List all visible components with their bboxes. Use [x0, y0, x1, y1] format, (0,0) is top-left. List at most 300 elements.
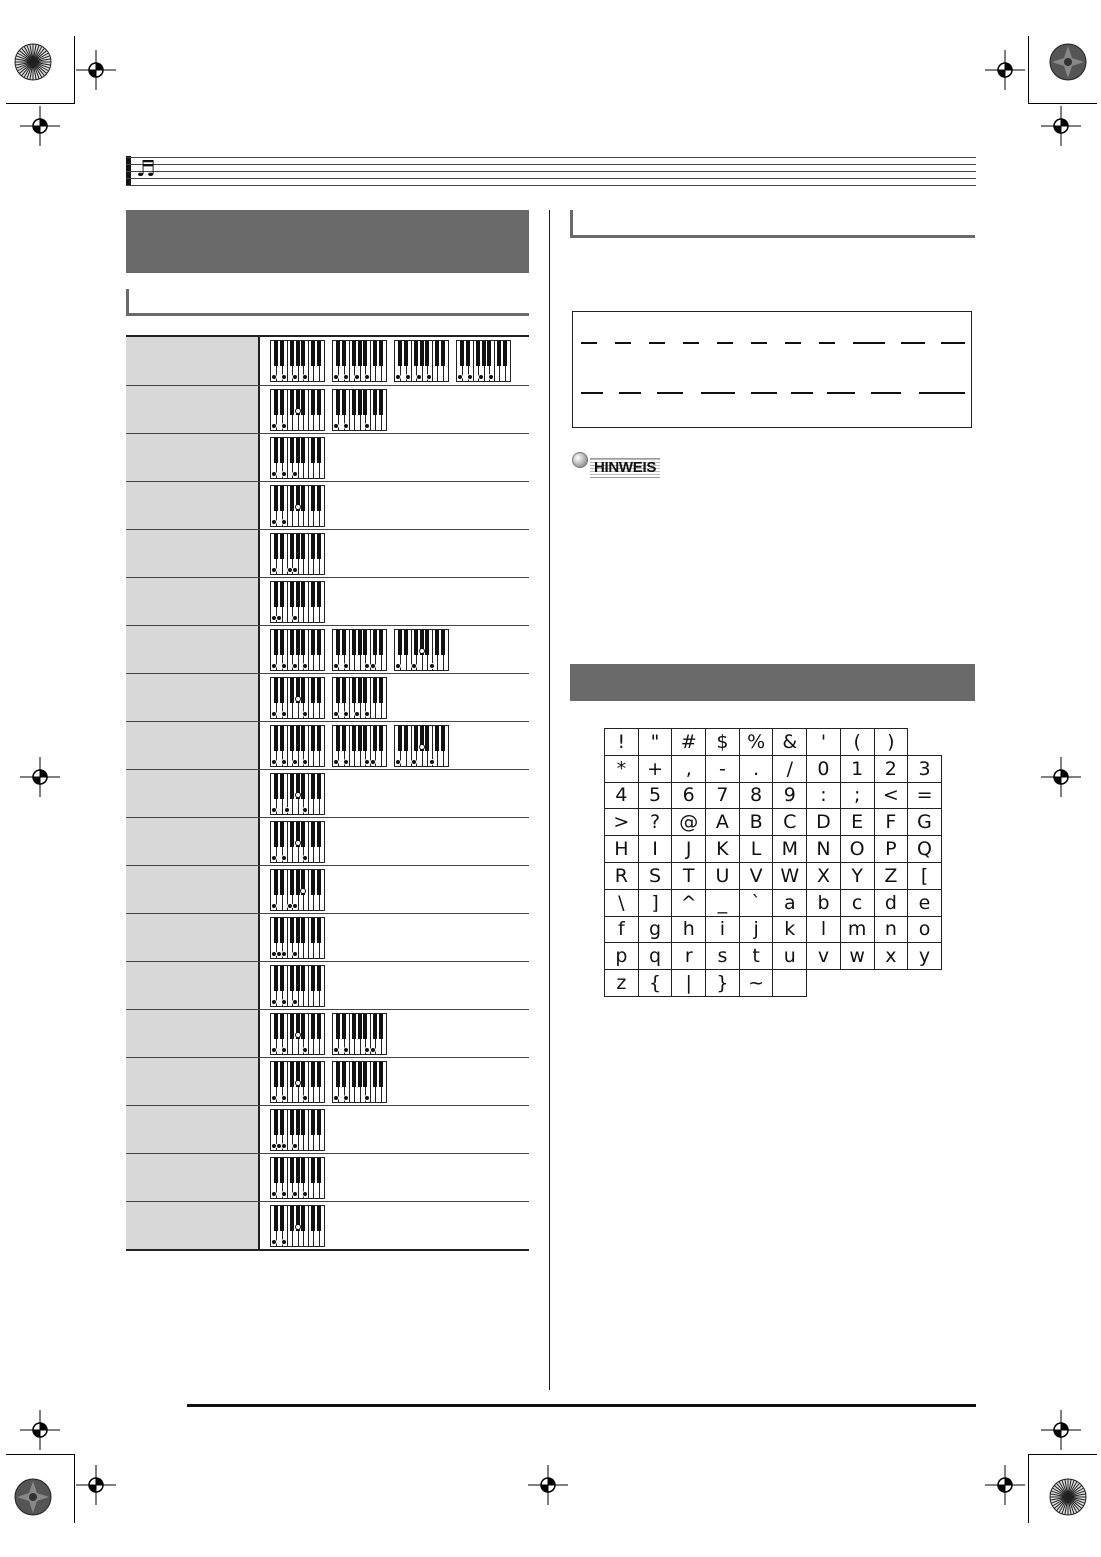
crop-line [1028, 103, 1097, 104]
black-key [301, 341, 305, 366]
character-cell: ^ [672, 889, 706, 916]
crop-line [74, 36, 75, 103]
right-section-banner [570, 664, 975, 701]
black-key [336, 1014, 340, 1039]
white-key-divider [308, 678, 309, 718]
black-key [317, 630, 321, 655]
character-cell: T [672, 862, 706, 889]
black-key [352, 630, 356, 655]
white-key-divider [287, 678, 288, 718]
black-key [301, 486, 305, 511]
black-key [363, 390, 367, 415]
black-key [311, 390, 315, 415]
black-key [290, 678, 294, 703]
chord-name-cell [126, 386, 260, 433]
black-key [290, 1110, 294, 1135]
white-key-divider [287, 1110, 288, 1150]
character-cell: U [706, 862, 740, 889]
black-key [414, 726, 418, 751]
black-key [317, 774, 321, 799]
black-key [342, 390, 346, 415]
pressed-key-dot [343, 663, 349, 669]
white-key-divider [287, 630, 288, 670]
black-key [301, 1062, 305, 1087]
black-key [482, 341, 486, 366]
name-character-slot [649, 342, 665, 344]
white-key-divider [287, 1158, 288, 1198]
character-cell: v [807, 943, 841, 970]
black-key [296, 582, 300, 607]
pressed-key-dot [295, 504, 301, 510]
white-key-divider [349, 341, 350, 381]
name-character-slot [657, 392, 683, 394]
white-key-divider [308, 918, 309, 958]
character-cell: q [638, 943, 672, 970]
chord-name-cell [126, 962, 260, 1009]
pressed-key-dot [333, 423, 339, 429]
staff-line [126, 178, 976, 179]
black-key [296, 438, 300, 463]
black-key [311, 1158, 315, 1183]
pressed-key-dot [395, 759, 401, 765]
black-key [274, 1206, 278, 1231]
black-key [280, 582, 284, 607]
black-key [311, 534, 315, 559]
white-key-divider [370, 678, 371, 718]
registration-starburst [1046, 1475, 1090, 1519]
black-key [425, 630, 429, 655]
chord-keys-cell [260, 434, 529, 481]
character-row [605, 729, 942, 756]
character-cell: 3 [908, 755, 942, 782]
character-cell: 5 [638, 782, 672, 809]
chord-keys-cell [260, 722, 529, 769]
character-cell: 1 [840, 755, 874, 782]
character-cell [773, 970, 807, 997]
chord-name-cell [126, 722, 260, 769]
character-row [605, 889, 942, 916]
black-key [435, 630, 439, 655]
black-key [301, 630, 305, 655]
character-table [604, 728, 942, 997]
character-cell: , [672, 755, 706, 782]
keyboard-diagram [270, 485, 325, 527]
black-key [311, 1206, 315, 1231]
black-key [420, 341, 424, 366]
black-key [441, 630, 445, 655]
pressed-key-dot [271, 663, 277, 669]
right-subheading-bar [570, 210, 975, 238]
black-key [379, 678, 383, 703]
keyboard-diagram [270, 629, 325, 671]
chord-row [126, 529, 529, 577]
black-key [414, 341, 418, 366]
character-cell [908, 729, 942, 756]
black-key [301, 438, 305, 463]
staff-line [126, 185, 976, 186]
character-cell: E [840, 809, 874, 836]
white-key-divider [308, 582, 309, 622]
black-key [290, 1062, 294, 1087]
lightbulb-icon [572, 452, 588, 468]
black-key [342, 630, 346, 655]
pressed-key-dot [333, 1047, 339, 1053]
white-key-divider [308, 1158, 309, 1198]
character-cell: F [874, 809, 908, 836]
black-key [358, 726, 362, 751]
black-key [503, 341, 507, 366]
black-key [358, 678, 362, 703]
pressed-key-dot [281, 663, 287, 669]
chord-row [126, 913, 529, 961]
white-key-divider [308, 1014, 309, 1054]
white-key-divider [308, 341, 309, 381]
chord-row [126, 817, 529, 865]
chord-row [126, 577, 529, 625]
registration-shaded [11, 1475, 55, 1519]
keyboard-diagram [332, 677, 387, 719]
pressed-key-dot [281, 1191, 287, 1197]
chord-row [126, 721, 529, 769]
name-character-slot [871, 392, 901, 394]
black-key [363, 630, 367, 655]
registration-crosshair [20, 757, 60, 797]
pressed-key-dot [271, 855, 277, 861]
black-key [280, 822, 284, 847]
registration-crosshair [76, 50, 116, 90]
black-key [280, 341, 284, 366]
chord-row [126, 385, 529, 433]
black-key [274, 822, 278, 847]
black-key [336, 1062, 340, 1087]
keyboard-diagram [332, 1013, 387, 1055]
pressed-key-dot [300, 888, 306, 894]
name-character-slot [581, 342, 597, 344]
character-cell: u [773, 943, 807, 970]
pressed-key-dot [271, 567, 277, 573]
character-cell: R [605, 862, 639, 889]
black-key [373, 630, 377, 655]
white-key-divider [287, 390, 288, 430]
black-key [363, 1014, 367, 1039]
black-key [290, 774, 294, 799]
registration-crosshair [1041, 757, 1081, 797]
character-cell: | [672, 970, 706, 997]
hinweis-note [572, 452, 676, 478]
character-cell: B [739, 809, 773, 836]
keyboard-diagram [270, 340, 325, 382]
black-key [311, 1062, 315, 1087]
character-cell: - [706, 755, 740, 782]
white-key-divider [308, 630, 309, 670]
black-key [358, 1062, 362, 1087]
character-cell: d [874, 889, 908, 916]
character-cell: X [807, 862, 841, 889]
black-key [317, 726, 321, 751]
pressed-key-dot [354, 374, 360, 380]
keyboard-diagram [270, 1157, 325, 1199]
black-key [274, 630, 278, 655]
character-cell: 7 [706, 782, 740, 809]
name-character-slot [581, 392, 603, 394]
black-key [352, 1062, 356, 1087]
black-key [373, 678, 377, 703]
keyboard-diagram [394, 629, 449, 671]
black-key [290, 1206, 294, 1231]
left-subheading-bar [126, 289, 529, 316]
character-row [605, 782, 942, 809]
black-key [280, 390, 284, 415]
chord-keys-cell [260, 1010, 529, 1057]
registration-shaded [1046, 40, 1090, 84]
chord-row [126, 1009, 529, 1057]
character-cell: % [739, 729, 773, 756]
black-key [342, 341, 346, 366]
chord-name-cell [126, 337, 260, 385]
keyboard-diagram [270, 725, 325, 767]
pressed-key-dot [295, 792, 301, 798]
character-cell: i [706, 916, 740, 943]
black-key [398, 630, 402, 655]
name-character-slot [941, 342, 965, 344]
pressed-key-dot [281, 759, 287, 765]
black-key [425, 726, 429, 751]
pressed-key-dot [457, 374, 463, 380]
character-cell: p [605, 943, 639, 970]
black-key [317, 1062, 321, 1087]
chord-name-cell [126, 482, 260, 529]
chord-row [126, 865, 529, 913]
character-row [605, 836, 942, 863]
pressed-key-dot [271, 999, 277, 1005]
character-cell: ` [739, 889, 773, 916]
name-character-slot [919, 392, 965, 394]
character-cell: z [605, 970, 639, 997]
black-key [336, 390, 340, 415]
white-key-divider [287, 966, 288, 1006]
character-cell: H [605, 836, 639, 863]
keyboard-diagram [270, 1013, 325, 1055]
black-key [274, 438, 278, 463]
chord-row [126, 433, 529, 481]
black-key [373, 1014, 377, 1039]
pressed-key-dot [292, 567, 298, 573]
black-key [336, 341, 340, 366]
character-cell: > [605, 809, 639, 836]
character-cell: < [874, 782, 908, 809]
pressed-key-dot [292, 1143, 298, 1149]
keyboard-diagram [270, 821, 325, 863]
white-key-divider [287, 341, 288, 381]
name-character-slot [751, 392, 777, 394]
keyboard-diagram [270, 965, 325, 1007]
pressed-key-dot [333, 759, 339, 765]
chord-fingering-table [126, 335, 529, 1251]
character-row [605, 970, 942, 997]
pressed-key-dot [419, 744, 425, 750]
pressed-key-dot [333, 1095, 339, 1101]
black-key [311, 582, 315, 607]
white-key-divider [308, 438, 309, 478]
pressed-key-dot [370, 1047, 376, 1053]
pressed-key-dot [295, 1032, 301, 1038]
white-key-divider [308, 1110, 309, 1150]
character-cell: A [706, 809, 740, 836]
white-key-divider [349, 726, 350, 766]
character-cell: w [840, 943, 874, 970]
black-key [280, 630, 284, 655]
black-key [296, 918, 300, 943]
black-key [317, 918, 321, 943]
character-cell: / [773, 755, 807, 782]
black-key [379, 341, 383, 366]
pressed-key-dot [292, 903, 298, 909]
character-cell: V [739, 862, 773, 889]
white-key-divider [287, 582, 288, 622]
keyboard-diagram [332, 340, 387, 382]
black-key [379, 1062, 383, 1087]
chord-name-cell [126, 770, 260, 817]
black-key [379, 630, 383, 655]
chord-name-cell [126, 434, 260, 481]
pressed-key-dot [364, 1095, 370, 1101]
white-key-divider [287, 918, 288, 958]
character-cell: & [773, 729, 807, 756]
chord-row [126, 769, 529, 817]
black-key [274, 1158, 278, 1183]
black-key [274, 534, 278, 559]
character-cell: 4 [605, 782, 639, 809]
black-key [441, 341, 445, 366]
black-key [296, 1158, 300, 1183]
character-cell: } [706, 970, 740, 997]
character-cell: I [638, 836, 672, 863]
black-key [398, 341, 402, 366]
character-cell: Y [840, 862, 874, 889]
character-cell: j [739, 916, 773, 943]
character-cell: r [672, 943, 706, 970]
chord-name-cell [126, 818, 260, 865]
crop-line [1028, 1454, 1097, 1455]
black-key [290, 966, 294, 991]
pressed-key-dot [292, 951, 298, 957]
character-cell: L [739, 836, 773, 863]
pressed-key-dot [281, 1095, 287, 1101]
black-key [317, 870, 321, 895]
black-key [290, 1014, 294, 1039]
character-cell: n [874, 916, 908, 943]
black-key [352, 1014, 356, 1039]
pressed-key-dot [333, 374, 339, 380]
character-cell: @ [672, 809, 706, 836]
black-key [317, 822, 321, 847]
white-key-divider [308, 1206, 309, 1246]
black-key [336, 678, 340, 703]
black-key [280, 918, 284, 943]
white-key-divider [308, 1062, 309, 1102]
character-cell: # [672, 729, 706, 756]
black-key [466, 341, 470, 366]
white-key-divider [349, 390, 350, 430]
pressed-key-dot [284, 807, 290, 813]
name-character-slot [827, 392, 855, 394]
black-key [497, 341, 501, 366]
chord-row [126, 337, 529, 385]
black-key [336, 630, 340, 655]
pressed-key-dot [429, 663, 435, 669]
chord-keys-cell [260, 386, 529, 433]
white-key-divider [308, 726, 309, 766]
name-character-slot [683, 342, 699, 344]
pressed-key-dot [295, 408, 301, 414]
black-key [296, 966, 300, 991]
black-key [301, 582, 305, 607]
pressed-key-dot [302, 663, 308, 669]
black-key [301, 678, 305, 703]
keyboard-diagram [270, 1205, 325, 1247]
keyboard-diagram [394, 725, 449, 767]
black-key [280, 1062, 284, 1087]
name-character-slot [901, 342, 925, 344]
black-key [352, 726, 356, 751]
registration-crosshair [985, 50, 1025, 90]
black-key [280, 1158, 284, 1183]
pressed-key-dot [478, 374, 484, 380]
black-key [311, 438, 315, 463]
black-key [311, 918, 315, 943]
character-cell: { [638, 970, 672, 997]
pressed-key-dot [364, 423, 370, 429]
character-cell: c [840, 889, 874, 916]
black-key [317, 534, 321, 559]
character-cell: 9 [773, 782, 807, 809]
character-cell: + [638, 755, 672, 782]
character-cell: K [706, 836, 740, 863]
black-key [398, 726, 402, 751]
black-key [280, 534, 284, 559]
black-key [301, 774, 305, 799]
white-key-divider [287, 822, 288, 862]
black-key [280, 438, 284, 463]
white-key-divider [349, 630, 350, 670]
black-key [373, 341, 377, 366]
character-cell: \ [605, 889, 639, 916]
pressed-key-dot [343, 1095, 349, 1101]
black-key [280, 726, 284, 751]
registration-crosshair [20, 1410, 60, 1450]
character-cell: O [840, 836, 874, 863]
pressed-key-dot [419, 648, 425, 654]
keyboard-diagram [270, 1109, 325, 1151]
name-character-slot [819, 342, 835, 344]
black-key [317, 341, 321, 366]
white-key-divider [370, 341, 371, 381]
character-cell: ( [840, 729, 874, 756]
pressed-key-dot [302, 711, 308, 717]
character-cell: x [874, 943, 908, 970]
black-key [274, 870, 278, 895]
name-character-slot [619, 392, 641, 394]
character-cell: ) [874, 729, 908, 756]
crop-line [6, 1454, 75, 1455]
crop-line [74, 1454, 75, 1523]
keyboard-diagram [270, 1061, 325, 1103]
black-key [317, 486, 321, 511]
black-key [290, 486, 294, 511]
pressed-key-dot [411, 759, 417, 765]
pressed-key-dot [271, 711, 277, 717]
pressed-key-dot [370, 759, 376, 765]
